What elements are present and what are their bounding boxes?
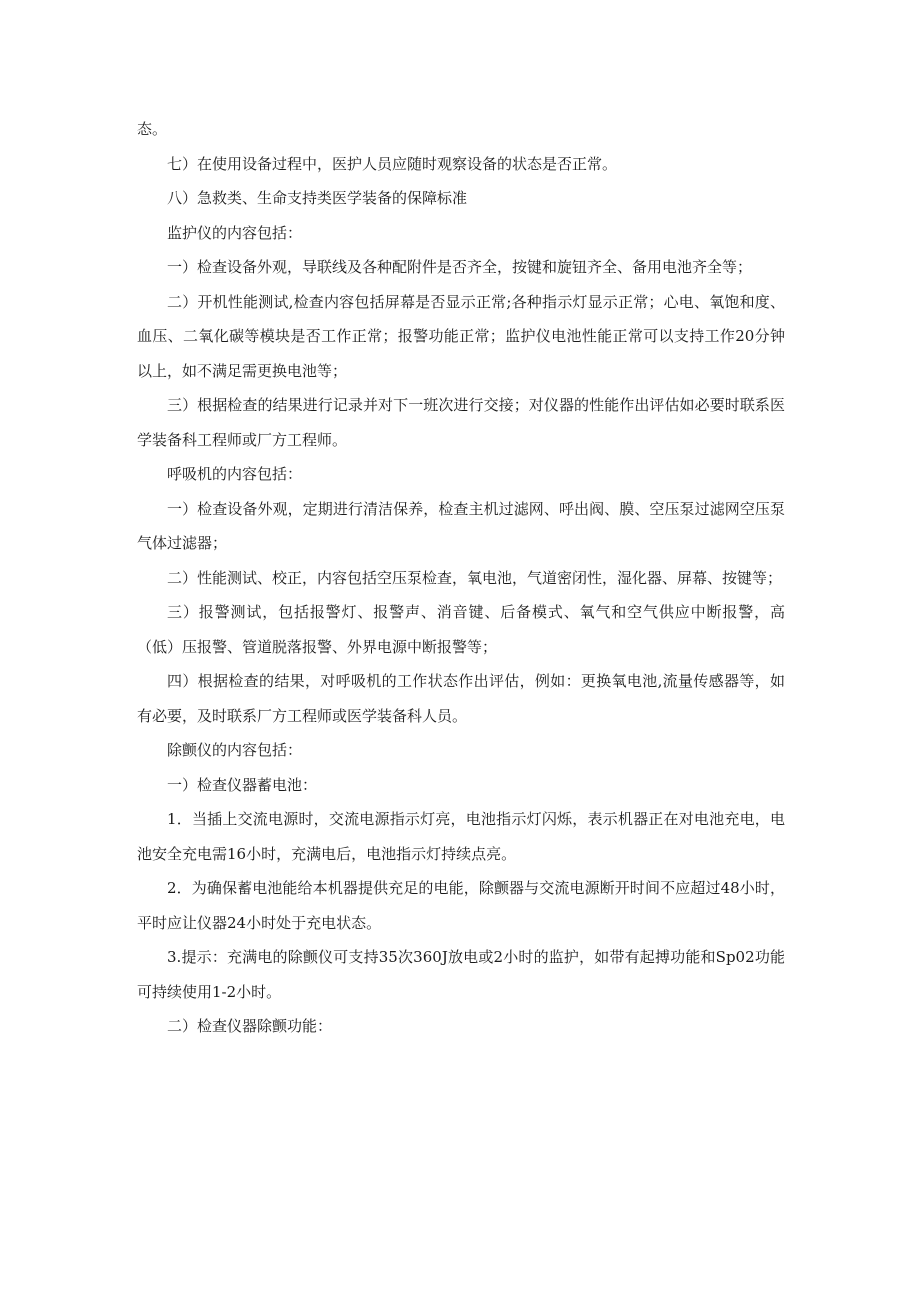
defibrillator-battery-note-2: 2．为确保蓄电池能给本机器提供充足的电能，除颤器与交流电源断开时间不应超过48小时，平时应让仪器24小时处于充电状态。 (137, 879, 785, 932)
defibrillator-item-2: 二）检查仪器除颤功能： (167, 1017, 333, 1035)
paragraph-continuation: 态。 (137, 120, 168, 138)
monitor-item-3: 三）根据检查的结果进行记录并对下一班次进行交接；对仪器的性能作出评估如必要时联系医学装备科工程师或厂方工程师。 (137, 396, 785, 449)
monitor-item-1: 一）检查设备外观，导联线及各种配附件是否齐全，按键和旋钮齐全、备用电池齐全等； (167, 258, 753, 276)
paragraph-item-7: 七）在使用设备过程中，医护人员应随时观察设备的状态是否正常。 (167, 154, 618, 173)
ventilator-item-2: 二）性能测试、校正，内容包括空压泵检查，氧电池，气道密闭性，湿化器、屏幕、按键等； (167, 568, 783, 587)
ventilator-item-4: 四）根据检查的结果，对呼吸机的工作状态作出评估，例如：更换氧电池,流量传感器等，如有必要，及时联系厂方工程师或医学装备科人员。 (137, 672, 785, 725)
ventilator-item-1: 一）检查设备外观，定期进行清洁保养，检查主机过滤网、呼出阀、膜、空压泵过滤网空压泵气体过滤器； (137, 499, 785, 552)
subheading-monitor: 监护仪的内容包括： (167, 223, 303, 242)
defibrillator-item-1: 一）检查仪器蓄电池： (167, 775, 318, 794)
defibrillator-battery-note-1: 1．当插上交流电源时，交流电源指示灯亮，电池指示灯闪烁，表示机器正在对电池充电，电池安全充电需16小时，充满电后，电池指示灯持续点亮。 (137, 810, 785, 863)
document-body (137, 112, 785, 1044)
monitor-item-2: 二）开机性能测试,检查内容包括屏幕是否显示正常;各种指示灯显示正常；心电、氧饱和度、血压、二氧化碳等模块是否工作正常；报警功能正常；监护仪电池性能正常可以支持工作20分钟以上，如不满足需更换电池等； (137, 292, 785, 380)
subheading-defibrillator: 除颤仪的内容包括： (167, 741, 303, 759)
subheading-ventilator: 呼吸机的内容包括： (167, 465, 303, 483)
section-heading-emergency-equipment: 八）急救类、生命支持类医学装备的保障标准 (167, 189, 468, 207)
defibrillator-battery-note-3: 3.提示：充满电的除颤仪可支持35次360J放电或2小时的监护，如带有起搏功能和Sp02功能可持续使用1-2小时。 (137, 948, 785, 1001)
ventilator-item-3: 三）报警测试，包括报警灯、报警声、消音键、后备模式、氧气和空气供应中断报警，高（低）压报警、管道脱落报警、外界电源中断报警等； (137, 603, 785, 656)
